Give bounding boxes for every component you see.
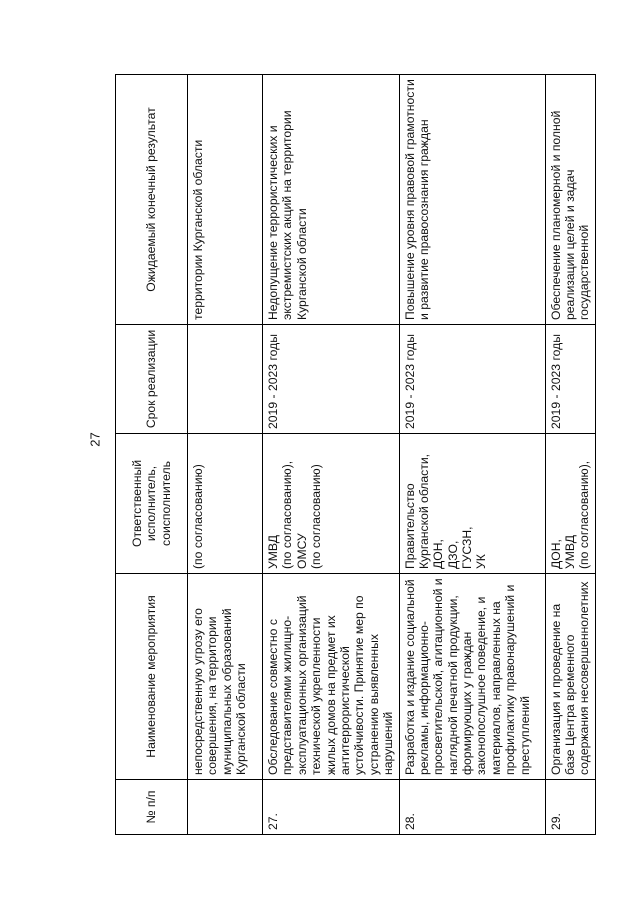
activity-name: Разработка и издание социальной рекламы, информационно-просветительской, агитационной и наглядной печатной продукции, формирующих у граждан законопослушное поведение, и материалов, направленных на профилактику правонарушений и преступлений: [399, 574, 545, 780]
expected-result: территории Курганской области: [188, 75, 263, 325]
row-number: 27.: [263, 780, 400, 835]
term: 2019 - 2023 годы: [263, 325, 400, 434]
expected-result: Недопущение террористических и экстремистских акций на территории Курганской области: [263, 75, 400, 325]
row-number: 29.: [545, 780, 595, 835]
header-activity-name: Наименование мероприятия: [116, 574, 188, 780]
executor: ДОН, УМВД (по согласованию),: [545, 434, 595, 574]
activities-table: [115, 74, 596, 835]
term: 2019 - 2023 годы: [399, 325, 545, 434]
term: 2019 - 2023 годы: [545, 325, 595, 434]
header-term: Срок реализации: [116, 325, 188, 434]
executor: Правительство Курганской области, ДОН, ДЗО, ГУСЗН, УК: [399, 434, 545, 574]
header-number: № п/п: [116, 780, 188, 835]
table-row: [545, 75, 595, 835]
executor: УМВД (по согласованию), ОМСУ (по согласованию): [263, 434, 400, 574]
activity-name: непосредственную угрозу его совершения, на территории муниципальных образований Курганской области: [188, 574, 263, 780]
executor: (по согласованию): [188, 434, 263, 574]
activity-name: Организация и проведение на базе Центра временного содержания несовершеннолетних: [545, 574, 595, 780]
term: [188, 325, 263, 434]
header-executor: Ответственный исполнитель, соисполнитель: [116, 434, 188, 574]
table-row: [399, 75, 545, 835]
table-row: [263, 75, 400, 835]
header-result: Ожидаемый конечный результат: [116, 75, 188, 325]
table-row: [188, 75, 263, 835]
rotated-table-container: [115, 75, 592, 835]
row-number: 28.: [399, 780, 545, 835]
row-number: [188, 780, 263, 835]
activity-name: Обследование совместно с представителями жилищно-эксплуатационных организаций технической укрепленности жилых домов на предмет их антитеррористической устойчивости. Принятие мер по устранению выявленных нарушений: [263, 574, 400, 780]
expected-result: Повышение уровня правовой грамотности и развитие правосознания граждан: [399, 75, 545, 325]
table-header-row: [116, 75, 188, 835]
page-number: 27: [87, 432, 103, 447]
expected-result: Обеспечение планомерной и полной реализации целей и задач государственной: [545, 75, 595, 325]
